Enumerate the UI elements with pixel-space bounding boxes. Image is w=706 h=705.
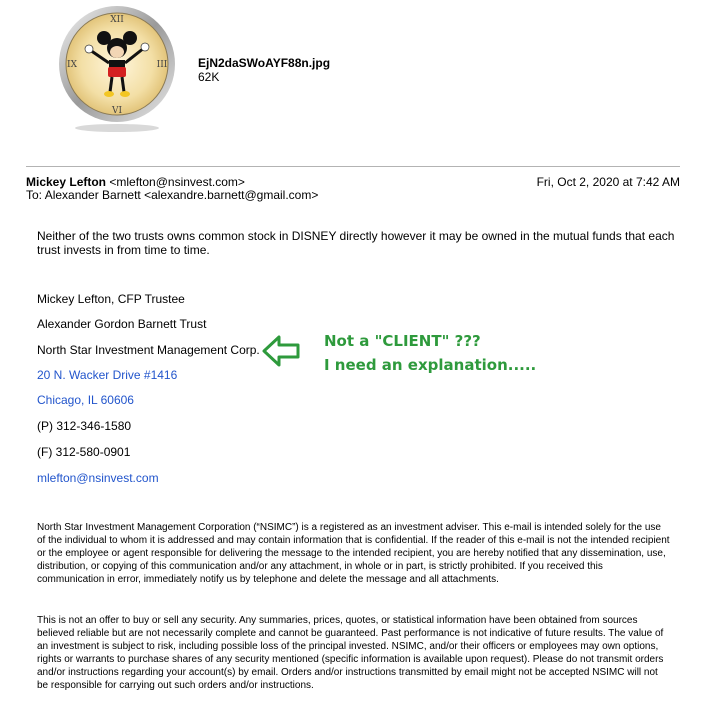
left-arrow-icon: [261, 334, 301, 368]
attachment-filename[interactable]: EjN2daSWoAYF88n.jpg: [198, 56, 331, 70]
signature-email-link[interactable]: mlefton@nsinvest.com: [37, 471, 159, 485]
signature-city-link[interactable]: Chicago, IL 60606: [37, 393, 134, 407]
disclaimer-paragraph-1: North Star Investment Management Corporation (“NSIMC”) is a registered as an investment adviser. This e-mail is intended solely for the use of the individual to whom it is addressed and may contain information that is confidential. If the reader of this e-mail is not the intended recipient or the employee or agent responsible for delivering the message to the intended recipient, you are hereby notified that any dissemination, use, distribution, or copying of this communication and/or any attachment, in whole or in part, is strictly prohibited. If you received this communication in error, immediately notify us by telephone and delete the message and all attachments.: [37, 522, 670, 585]
mickey-clock-icon[interactable]: [58, 0, 176, 134]
message-body: Neither of the two trusts owns common stock in DISNEY directly however it may be owned in the mutual funds that each trust invests in from time to time.: [37, 229, 675, 257]
sent-date: Fri, Oct 2, 2020 at 7:42 AM: [536, 175, 680, 189]
annotation-line-1: Not a "CLIENT" ???: [324, 332, 481, 350]
attachment-info[interactable]: [198, 56, 330, 84]
sender-email: <mlefton@nsinvest.com>: [109, 175, 245, 189]
svg-text:IX: IX: [67, 60, 77, 70]
svg-text:III: III: [156, 60, 168, 70]
divider: [26, 166, 680, 167]
signature-company: North Star Investment Management Corp.: [37, 343, 260, 357]
signature-phone: (P) 312-346-1580: [37, 419, 132, 433]
signature-trust: Alexander Gordon Barnett Trust: [37, 317, 207, 331]
signature-fax: (F) 312-580-0901: [37, 445, 131, 459]
signature-address-link[interactable]: 20 N. Wacker Drive #1416: [37, 368, 178, 382]
signature-name: Mickey Lefton, CFP Trustee: [37, 292, 185, 306]
recipient: [26, 189, 318, 202]
disclaimer-paragraph-2: This is not an offer to buy or sell any security. Any summaries, prices, quotes, or statistical information have been obtained from sources believed reliable but are not necessarily complete and cannot be guaranteed. Past performance is not indicative of future results. The value of an investment is subject to risk, including possible loss of the principal invested. NSIMC, and/or their officers or employees may own options, rights or warrants to purchase shares of any security mentioned (specific information is available upon request). Please do not transmit orders and/or instructions regarding your account(s) by email. Orders and/or instructions transmitted by email might not be accepted NSIMC will not be responsible for carrying out such orders and/or instructions.: [37, 615, 664, 691]
recipient-label: To:: [26, 188, 43, 202]
recipient-value: Alexander Barnett <alexandre.barnett@gmail.com>: [44, 188, 319, 202]
svg-text:XII: XII: [110, 15, 124, 25]
attachment-size: 62K: [198, 70, 220, 84]
annotation-line-2: I need an explanation.....: [324, 356, 537, 374]
svg-text:VI: VI: [111, 106, 123, 116]
sender-name: Mickey Lefton: [26, 175, 107, 189]
